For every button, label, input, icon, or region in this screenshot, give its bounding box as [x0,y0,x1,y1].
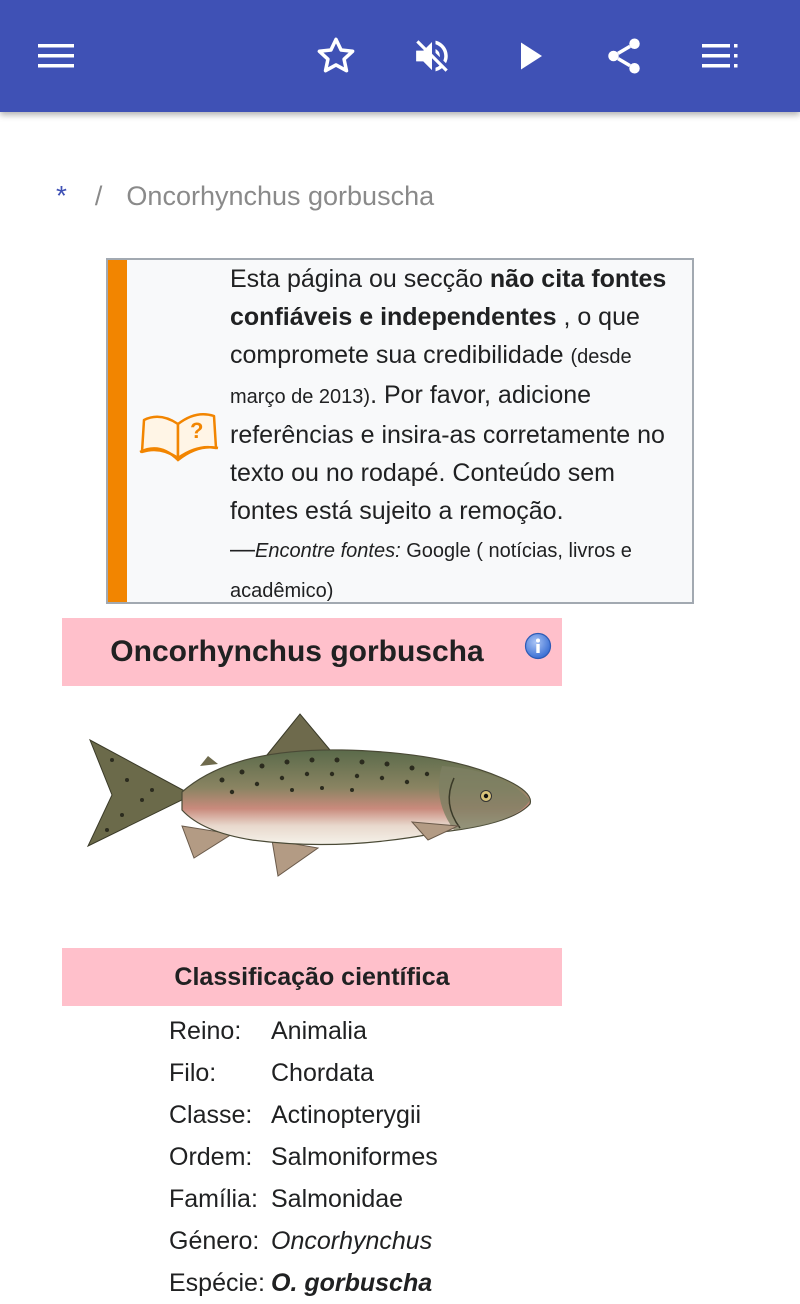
rank-value[interactable]: Salmoniformes [271,1142,438,1171]
find-sources-label: Encontre fontes: [255,540,401,562]
rank-label: Família: [169,1184,258,1213]
volume-off-icon[interactable] [404,28,460,84]
taxonomy-row [169,1220,438,1262]
classification-heading: Classificação científica [62,948,562,1006]
play-icon[interactable] [502,28,558,84]
no-sources-notice [106,258,694,604]
notice-text-part: . Por favor, adicione referências e insira-as corretamente no texto ou no rodapé. Conteúdo sem fontes está sujeito a remoção. [230,381,665,525]
breadcrumb-current: Oncorhynchus gorbuscha [126,180,435,211]
svg-text:?: ? [190,418,204,443]
breadcrumb-home[interactable]: * [56,180,67,211]
rank-label: Ordem: [169,1142,253,1171]
rank-label: Filo: [169,1058,217,1087]
notice-date: (desde março de 2013) [230,346,632,408]
toc-icon[interactable] [692,28,748,84]
rank-value[interactable]: Actinopterygii [271,1100,422,1129]
infobox-title [62,618,562,686]
info-icon[interactable] [524,632,552,660]
rank-label: Classe: [169,1100,253,1129]
breadcrumb [56,180,434,212]
rank-value[interactable]: Salmonidae [271,1184,404,1213]
notice-dash: — [230,535,255,563]
menu-icon[interactable] [28,28,84,84]
rank-value[interactable]: Animalia [271,1016,367,1045]
find-sources-links[interactable]: Google ( notícias, livros e acadêmico) [230,540,632,602]
rank-value: O. gorbuscha [271,1268,433,1297]
rank-label: Reino: [169,1016,242,1045]
notice-bold-text: não cita fontes confiáveis e independentes [230,265,667,331]
taxonomy-row [169,1136,438,1178]
notice-text-part: Esta página ou secção [230,265,490,293]
infobox-title-text: Oncorhynchus gorbuscha [110,635,484,668]
taxonomy-table [169,1010,438,1304]
taxonomy-row [169,1052,438,1094]
app-bar [0,0,800,112]
notice-text-part: , o que compromete sua credibilidade [230,303,640,369]
rank-label: Género: [169,1226,260,1255]
fish-image [82,700,542,890]
notice-text [230,260,690,610]
share-icon[interactable] [596,28,652,84]
taxonomy-row [169,1094,438,1136]
breadcrumb-separator: / [94,180,103,211]
rank-label: Espécie: [169,1268,265,1297]
taxonomy-row [169,1010,438,1052]
taxonomy-row [169,1262,438,1304]
notice-accent-bar [108,260,127,602]
rank-value[interactable]: Chordata [271,1058,374,1087]
star-icon[interactable] [308,28,364,84]
rank-value[interactable]: Oncorhynchus [271,1226,433,1255]
taxonomy-row [169,1178,438,1220]
book-question-icon [138,398,220,462]
